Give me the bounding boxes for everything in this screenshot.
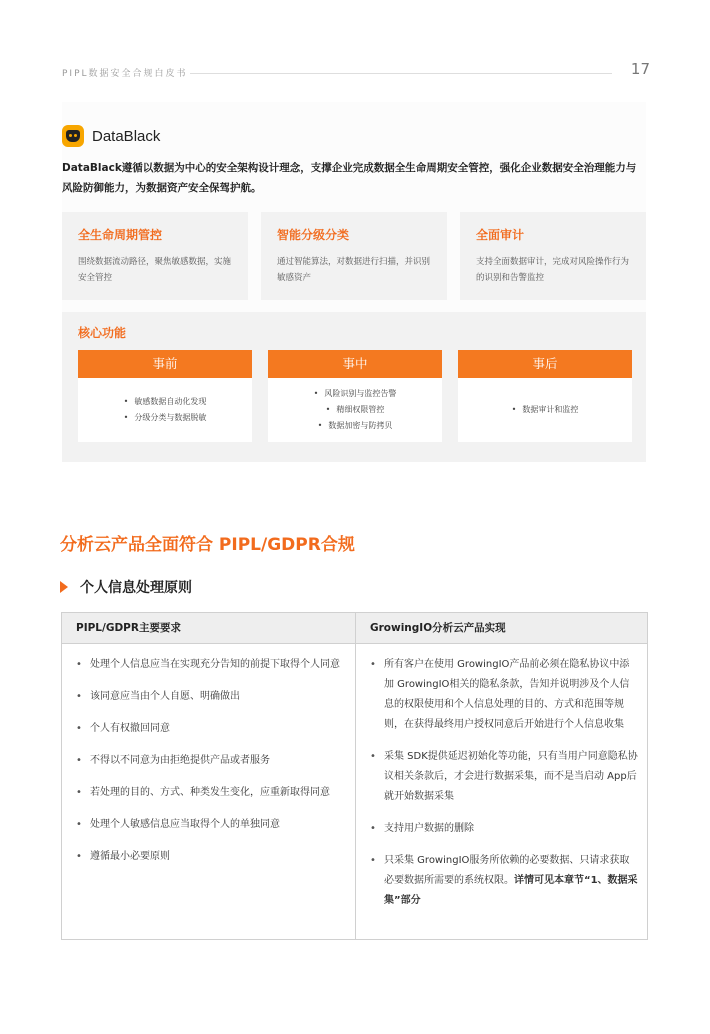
- header-requirements: PIPL/GDPR主要要求: [76, 622, 181, 634]
- list-item: [370, 851, 638, 911]
- stage-item: • 精细权限管控: [326, 402, 385, 418]
- stage-before: [78, 350, 252, 442]
- stage-item: • 数据审计和监控: [512, 402, 579, 418]
- list-item: • 若处理的目的、方式、种类发生变化，应重新取得同意: [76, 783, 342, 803]
- feature-title: 智能分级分类: [277, 228, 350, 242]
- header-divider: [190, 73, 612, 74]
- list-item: • 处理个人敏感信息应当取得个人的单独同意: [76, 815, 342, 835]
- column-divider: [355, 613, 356, 939]
- stage-item: • 风险识别与监控告警: [314, 386, 397, 402]
- list-item: • 不得以不同意为由拒绝提供产品或者服务: [76, 751, 342, 771]
- list-item: • 支持用户数据的删除: [370, 819, 638, 839]
- datablack-panel: [62, 102, 646, 462]
- subsection-heading: [60, 575, 192, 599]
- core-title: 核心功能: [78, 326, 127, 340]
- stage-header: 事中: [268, 350, 442, 378]
- feature-card-classification: [261, 212, 447, 300]
- list-item: • 该同意应当由个人自愿、明确做出: [76, 687, 342, 707]
- document-title: PIPL数据安全合规白皮书: [62, 69, 188, 79]
- brand-name: DataBlack: [92, 127, 161, 145]
- stage-item: • 数据加密与防拷贝: [318, 418, 393, 434]
- list-item: • 个人有权撤回同意: [76, 719, 342, 739]
- feature-desc: 通过智能算法，对数据进行扫描，并识别敏感资产: [277, 257, 431, 283]
- list-item: • 采集 SDK提供延迟初始化等功能，只有当用户同意隐私协议相关条款后，才会进行数据采集，而不是当启动 App后就开始数据采集: [370, 747, 638, 807]
- stage-after: [458, 350, 632, 442]
- header-implementation: GrowingIO分析云产品实现: [370, 622, 506, 634]
- list-item: • 遵循最小必要原则: [76, 847, 342, 867]
- feature-card-audit: [460, 212, 646, 300]
- feature-title: 全生命周期管控: [78, 228, 163, 242]
- implementation-column: [370, 655, 638, 923]
- item-text: 只采集 GrowingIO服务所依赖的必要数据、只请求获取必要数据所需要的系统权限。: [384, 855, 630, 886]
- list-item: • 所有客户在使用 GrowingIO产品前必须在隐私协议中添加 GrowingIO相关的隐私条款，告知并说明涉及个人信息的权限使用和个人信息处理的目的、方式和范围等规则，在获得最终用户授权同意后开始进行个人信息收集: [370, 655, 638, 735]
- stage-item: • 敏感数据自动化发现: [124, 394, 207, 410]
- page-number: 17: [630, 60, 650, 78]
- requirements-column: [76, 655, 342, 879]
- stage-during: [268, 350, 442, 442]
- datablack-logo: [62, 122, 160, 150]
- section-title: 分析云产品全面符合 PIPL/GDPR合规: [60, 535, 355, 555]
- stage-header: 事后: [458, 350, 632, 378]
- subsection-title: 个人信息处理原则: [80, 580, 192, 596]
- cat-logo-icon: [62, 125, 84, 147]
- arrow-right-icon: [60, 581, 68, 593]
- page-header: [62, 60, 650, 84]
- feature-desc: 支持全面数据审计，完成对风险操作行为的识别和告警监控: [476, 257, 630, 283]
- feature-desc: 围绕数据流动路径，聚焦敏感数据，实施安全管控: [78, 257, 232, 283]
- compliance-table: [61, 612, 648, 940]
- stage-header: 事前: [78, 350, 252, 378]
- list-item: • 处理个人信息应当在实现充分告知的前提下取得个人同意: [76, 655, 342, 675]
- core-functions: [62, 312, 646, 462]
- intro-text: DataBlack遵循以数据为中心的安全架构设计理念，支撑企业完成数据全生命周期安全管控，强化企业数据安全治理能力与风险防御能力，为数据资产安全保驾护航。: [62, 162, 637, 194]
- item-note: 详情可见本章节“1、数据采集”部分: [384, 875, 638, 906]
- feature-card-lifecycle: [62, 212, 248, 300]
- stage-item: • 分级分类与数据脱敏: [124, 410, 207, 426]
- feature-title: 全面审计: [476, 228, 525, 242]
